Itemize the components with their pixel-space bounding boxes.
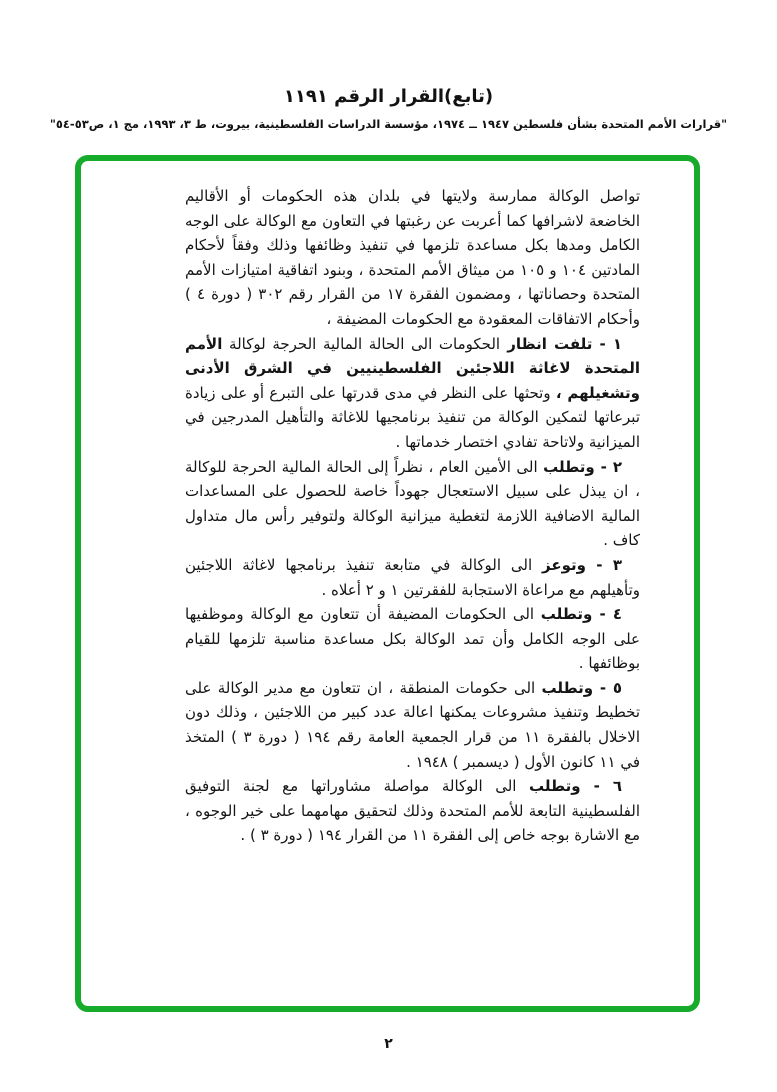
source-citation: "قرارات الأمم المتحدة بشأن فلسطين ١٩٤٧ ــ ١٩٧٤، مؤسسة الدراسات الفلسطينية، بيروت، ط ٣، ١٩٩٣، مج ١، ص٥٣-٥٤" [49, 117, 728, 131]
paragraph-text: الى الوكالة في متابعة تنفيذ برنامجها لاغاثة اللاجئين وتأهيلهم مع مراعاة الاستجابة للفقرتين ١ و ٢ أعلاه . [185, 555, 640, 599]
paragraph [185, 676, 640, 774]
paragraph-emphasis: ٦ - وتطلب [529, 777, 622, 796]
page-number: ٢ [384, 1036, 393, 1052]
green-border-frame [75, 155, 700, 1012]
paragraph-text: الى الوكالة مواصلة مشاوراتها مع لجنة التوفيق الفلسطينية التابعة للأمم المتحدة وذلك لتحقيق مهامهما على خير الوجوه ، مع الاشارة بوجه خاص إلى الفقرة ١١ من القرار ١٩٤ ( دورة ٣ ) . [185, 777, 640, 845]
paragraph-text: وتحثها على النظر في مدى قدرتها على التبرع أو على زيادة تبرعاتها لتمكين الوكالة من تنفيذ برنامجيها للاغاثة والتأهيل المدرجين في الميزانية ولاتاحة تفادي اختصار خدماتها . [185, 383, 640, 451]
paragraph [185, 332, 640, 455]
page-title: (تابع)القرار الرقم ١١٩١ [283, 86, 494, 107]
paragraph-emphasis: ١ - تلفت انظار [500, 334, 623, 353]
paragraph-emphasis: الأمم المتحدة لاغاثة اللاجئين الفلسطينيين في الشرق الأدنى وتشغيلهم ، [185, 334, 640, 402]
paragraph-emphasis: ٣ - وتوعز [542, 555, 622, 574]
paragraph-text: الى الحكومات المضيفة أن تتعاون مع الوكالة وموظفيها على الوجه الكامل وأن تمد الوكالة بكل مساعدة مناسبة تلزمها للقيام بوظائفها . [185, 605, 640, 673]
paragraph-emphasis: ٤ - وتطلب [540, 605, 622, 624]
paragraph-text: الى حكومات المنطقة ، ان تتعاون مع مدير الوكالة على تخطيط وتنفيذ مشروعات يمكنها اعالة عدد كبير من اللاجئين ، وذلك دون الاخلال بالفقرة ١١ من قرار الجمعية العامة رقم ١٩٤ ( دورة ٣ ) المتخذ في ١١ كانون الأول ( ديسمبر ) ١٩٤٨ . [185, 678, 640, 771]
paragraph-text: الى الأمين العام ، نظراً إلى الحالة المالية الحرجة للوكالة ، ان يبذل على سبيل الاستعجال جهوداً خاصة للحصول على المساعدات المالية الاضافية اللازمة لتغطية ميزانية الوكالة ولتوفير رأس مال متداول كاف . [185, 457, 640, 550]
paragraph [185, 455, 640, 553]
paragraph [185, 553, 640, 602]
paragraph-emphasis: ٥ - وتطلب [541, 678, 622, 697]
paragraph [185, 184, 640, 332]
paragraph-text: الحكومات الى الحالة المالية الحرجة لوكالة [222, 334, 501, 353]
paragraph-emphasis: ٢ - وتطلب [543, 457, 622, 476]
paragraph [185, 774, 640, 848]
paragraph [185, 602, 640, 676]
resolution-text [185, 184, 640, 848]
paragraph-text: تواصل الوكالة ممارسة ولايتها في بلدان هذه الحكومات أو الأقاليم الخاضعة لاشرافها كما أعربت عن رغبتها في التعاون مع الوكالة على الوجه الكامل ومدها بكل مساعدة تلزمها في تنفيذ وظائفها وذلك وفقاً لأحكام المادتين ١٠٤ و ١٠٥ من ميثاق الأمم المتحدة ، وبنود اتفاقية امتيازات الأمم المتحدة وحصاناتها ، ومضمون الفقرة ١٧ من القرار رقم ٣٠٢ ( دورة ٤ ) وأحكام الاتفاقات المعقودة مع الحكومات المضيفة ، [185, 187, 641, 328]
